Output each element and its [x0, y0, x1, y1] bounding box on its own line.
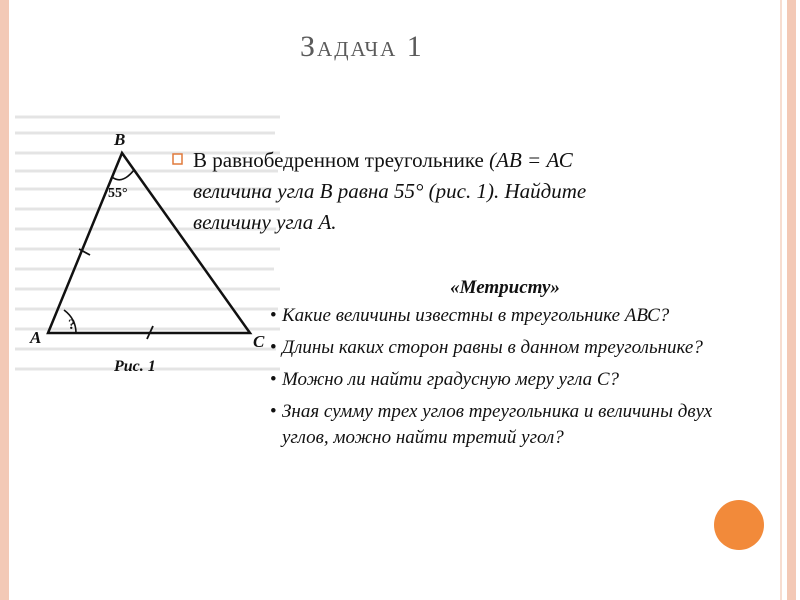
- helper-title: «Метристу»: [450, 277, 560, 298]
- helper-item: • Какие величины известны в треугольнике АВС?: [270, 303, 742, 329]
- helper-list: [270, 303, 770, 451]
- problem-statement: [193, 145, 733, 238]
- bullet-dot-icon: •: [270, 401, 277, 422]
- helper-item: • Можно ли найти градусную меру угла С?: [270, 367, 742, 393]
- vertex-a-label: A: [30, 328, 42, 347]
- slide-title: Задача 1: [300, 30, 424, 63]
- right-decor-line: [780, 0, 782, 600]
- right-decor-stripe: [787, 0, 796, 600]
- angle-b-value: 55°: [108, 186, 128, 201]
- problem-line-1-italic: (АВ = АС: [489, 148, 573, 172]
- helper-item: • Длины каких сторон равны в данном треугольнике?: [270, 335, 742, 361]
- left-decor-stripe: [0, 0, 9, 600]
- vertex-c-label: C: [253, 332, 265, 351]
- problem-line-3: величину угла А.: [193, 210, 337, 234]
- helper-questions: [270, 275, 770, 457]
- bullet-dot-icon: •: [270, 305, 277, 326]
- orange-circle-decor: [714, 500, 764, 550]
- bullet-dot-icon: •: [270, 337, 277, 358]
- vertex-b-label: B: [114, 130, 126, 149]
- hollow-square-bullet-icon: [172, 152, 186, 168]
- figure-caption: Рис. 1: [114, 358, 156, 375]
- problem-line-1: [193, 145, 733, 176]
- angle-a-value: ?: [68, 317, 76, 333]
- problem-line-1-plain: В равнобедренном треугольнике: [193, 148, 490, 172]
- bullet-dot-icon: •: [270, 369, 277, 390]
- problem-line-2: величина угла В равна 55° (рис. 1). Найдите: [193, 179, 587, 203]
- helper-item: • Зная сумму трех углов треугольника и величины двух углов, можно найти третий угол?: [270, 401, 713, 448]
